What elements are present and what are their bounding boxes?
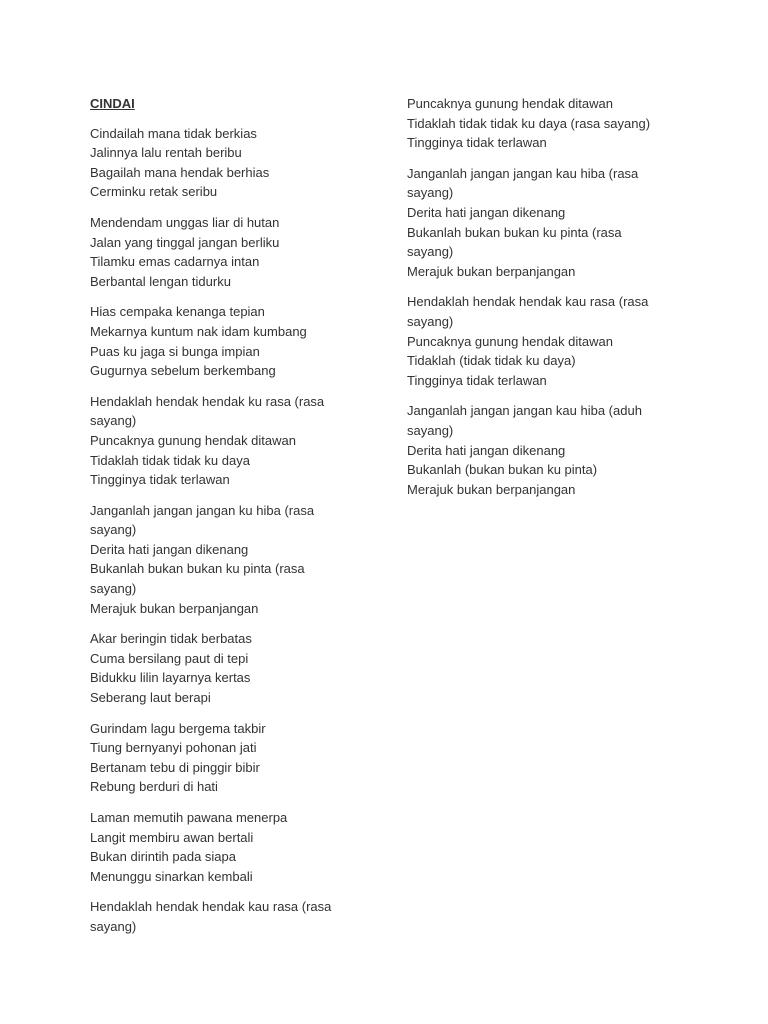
lyric-line: Mekarnya kuntum nak idam kumbang xyxy=(90,323,307,339)
stanza xyxy=(90,808,390,886)
lyric-line: Derita hati jangan dikenang xyxy=(407,442,566,458)
lyric-line: Merajuk bukan berpanjangan xyxy=(407,263,576,279)
right-column xyxy=(407,94,707,510)
lyric-line: Tingginya tidak terlawan xyxy=(90,472,230,488)
lyric-line: Bertanam tebu di pinggir bibir xyxy=(90,759,260,775)
lyric-line: Puas ku jaga si bunga impian xyxy=(90,343,260,359)
lyric-line: Bukan dirintih pada siapa xyxy=(90,849,236,865)
lyric-line: Hendaklah hendak hendak kau rasa (rasa sayang) xyxy=(407,294,649,329)
stanza xyxy=(407,94,707,153)
lyric-line: Jalinnya lalu rentah beribu xyxy=(90,145,242,161)
stanza xyxy=(90,213,390,291)
lyric-line: Derita hati jangan dikenang xyxy=(90,541,249,557)
lyric-line: Bagailah mana hendak berhias xyxy=(90,164,270,180)
lyric-line: Langit membiru awan bertali xyxy=(90,829,254,845)
lyric-line: Puncaknya gunung hendak ditawan xyxy=(407,333,613,349)
lyric-line: Mendendam unggas liar di hutan xyxy=(90,214,280,230)
lyric-line: Bukanlah (bukan bukan ku pinta) xyxy=(407,462,598,478)
lyric-line: Hendaklah hendak hendak kau rasa (rasa sayang) xyxy=(90,899,332,934)
right-stanzas xyxy=(407,94,707,499)
lyric-line: Puncaknya gunung hendak ditawan xyxy=(90,432,296,448)
stanza xyxy=(90,629,390,707)
lyric-line: Hias cempaka kenanga tepian xyxy=(90,304,265,320)
stanza xyxy=(90,897,390,936)
lyric-line: Bukanlah bukan bukan ku pinta (rasa sayang) xyxy=(407,224,622,260)
stanza xyxy=(407,164,707,282)
lyric-line: Bidukku lilin layarnya kertas xyxy=(90,670,251,686)
lyric-line: Gurindam lagu bergema takbir xyxy=(90,720,266,736)
stanza xyxy=(90,719,390,797)
lyric-line: Cerminku retak seribu xyxy=(90,184,218,200)
lyric-line: Jalan yang tinggal jangan berliku xyxy=(90,234,280,250)
lyric-line: Cindailah mana tidak berkias xyxy=(90,125,257,141)
lyric-line: Laman memutih pawana menerpa xyxy=(90,810,288,825)
lyric-line: Janganlah jangan jangan kau hiba (aduh sayang) xyxy=(407,403,642,438)
song-title: CINDAI xyxy=(90,96,135,111)
lyric-line: Bukanlah bukan bukan ku pinta (rasa sayang) xyxy=(90,561,305,597)
lyric-line: Seberang laut berapi xyxy=(90,690,211,706)
lyric-line: Tidaklah tidak tidak ku daya (rasa sayang) xyxy=(407,115,651,131)
stanza xyxy=(90,302,390,380)
lyric-line: Berbantal lengan tidurku xyxy=(90,273,231,289)
lyric-line: Cuma bersilang paut di tepi xyxy=(90,650,249,666)
lyric-line: Gugurnya sebelum berkembang xyxy=(90,363,276,379)
lyric-line: Merajuk bukan berpanjangan xyxy=(407,481,576,497)
lyric-line: Menunggu sinarkan kembali xyxy=(90,868,253,884)
stanza xyxy=(407,401,707,499)
stanza xyxy=(90,501,390,619)
lyric-line: Rebung berduri di hati xyxy=(90,779,218,795)
lyric-line: Tidaklah tidak tidak ku daya xyxy=(90,452,250,468)
lyric-line: Puncaknya gunung hendak ditawan xyxy=(407,96,613,111)
lyric-line: Janganlah jangan jangan kau hiba (rasa sayang) xyxy=(407,165,639,201)
lyric-line: Janganlah jangan jangan ku hiba (rasa sayang) xyxy=(90,502,315,538)
lyric-line: Tingginya tidak terlawan xyxy=(407,372,547,388)
lyric-line: Tilamku emas cadarnya intan xyxy=(90,254,260,270)
lyric-line: Hendaklah hendak hendak ku rasa (rasa sayang) xyxy=(90,393,325,429)
lyric-line: Tiung bernyanyi pohonan jati xyxy=(90,740,257,756)
stanza xyxy=(90,392,390,490)
lyric-line: Derita hati jangan dikenang xyxy=(407,204,566,220)
left-stanzas xyxy=(90,124,390,937)
lyric-line: Merajuk bukan berpanjangan xyxy=(90,600,259,616)
stanza xyxy=(90,124,390,202)
lyric-line: Tidaklah (tidak tidak ku daya) xyxy=(407,353,576,369)
lyric-line: Akar beringin tidak berbatas xyxy=(90,631,252,647)
stanza xyxy=(407,292,707,390)
lyric-line: Tingginya tidak terlawan xyxy=(407,135,547,151)
left-column xyxy=(90,94,390,948)
